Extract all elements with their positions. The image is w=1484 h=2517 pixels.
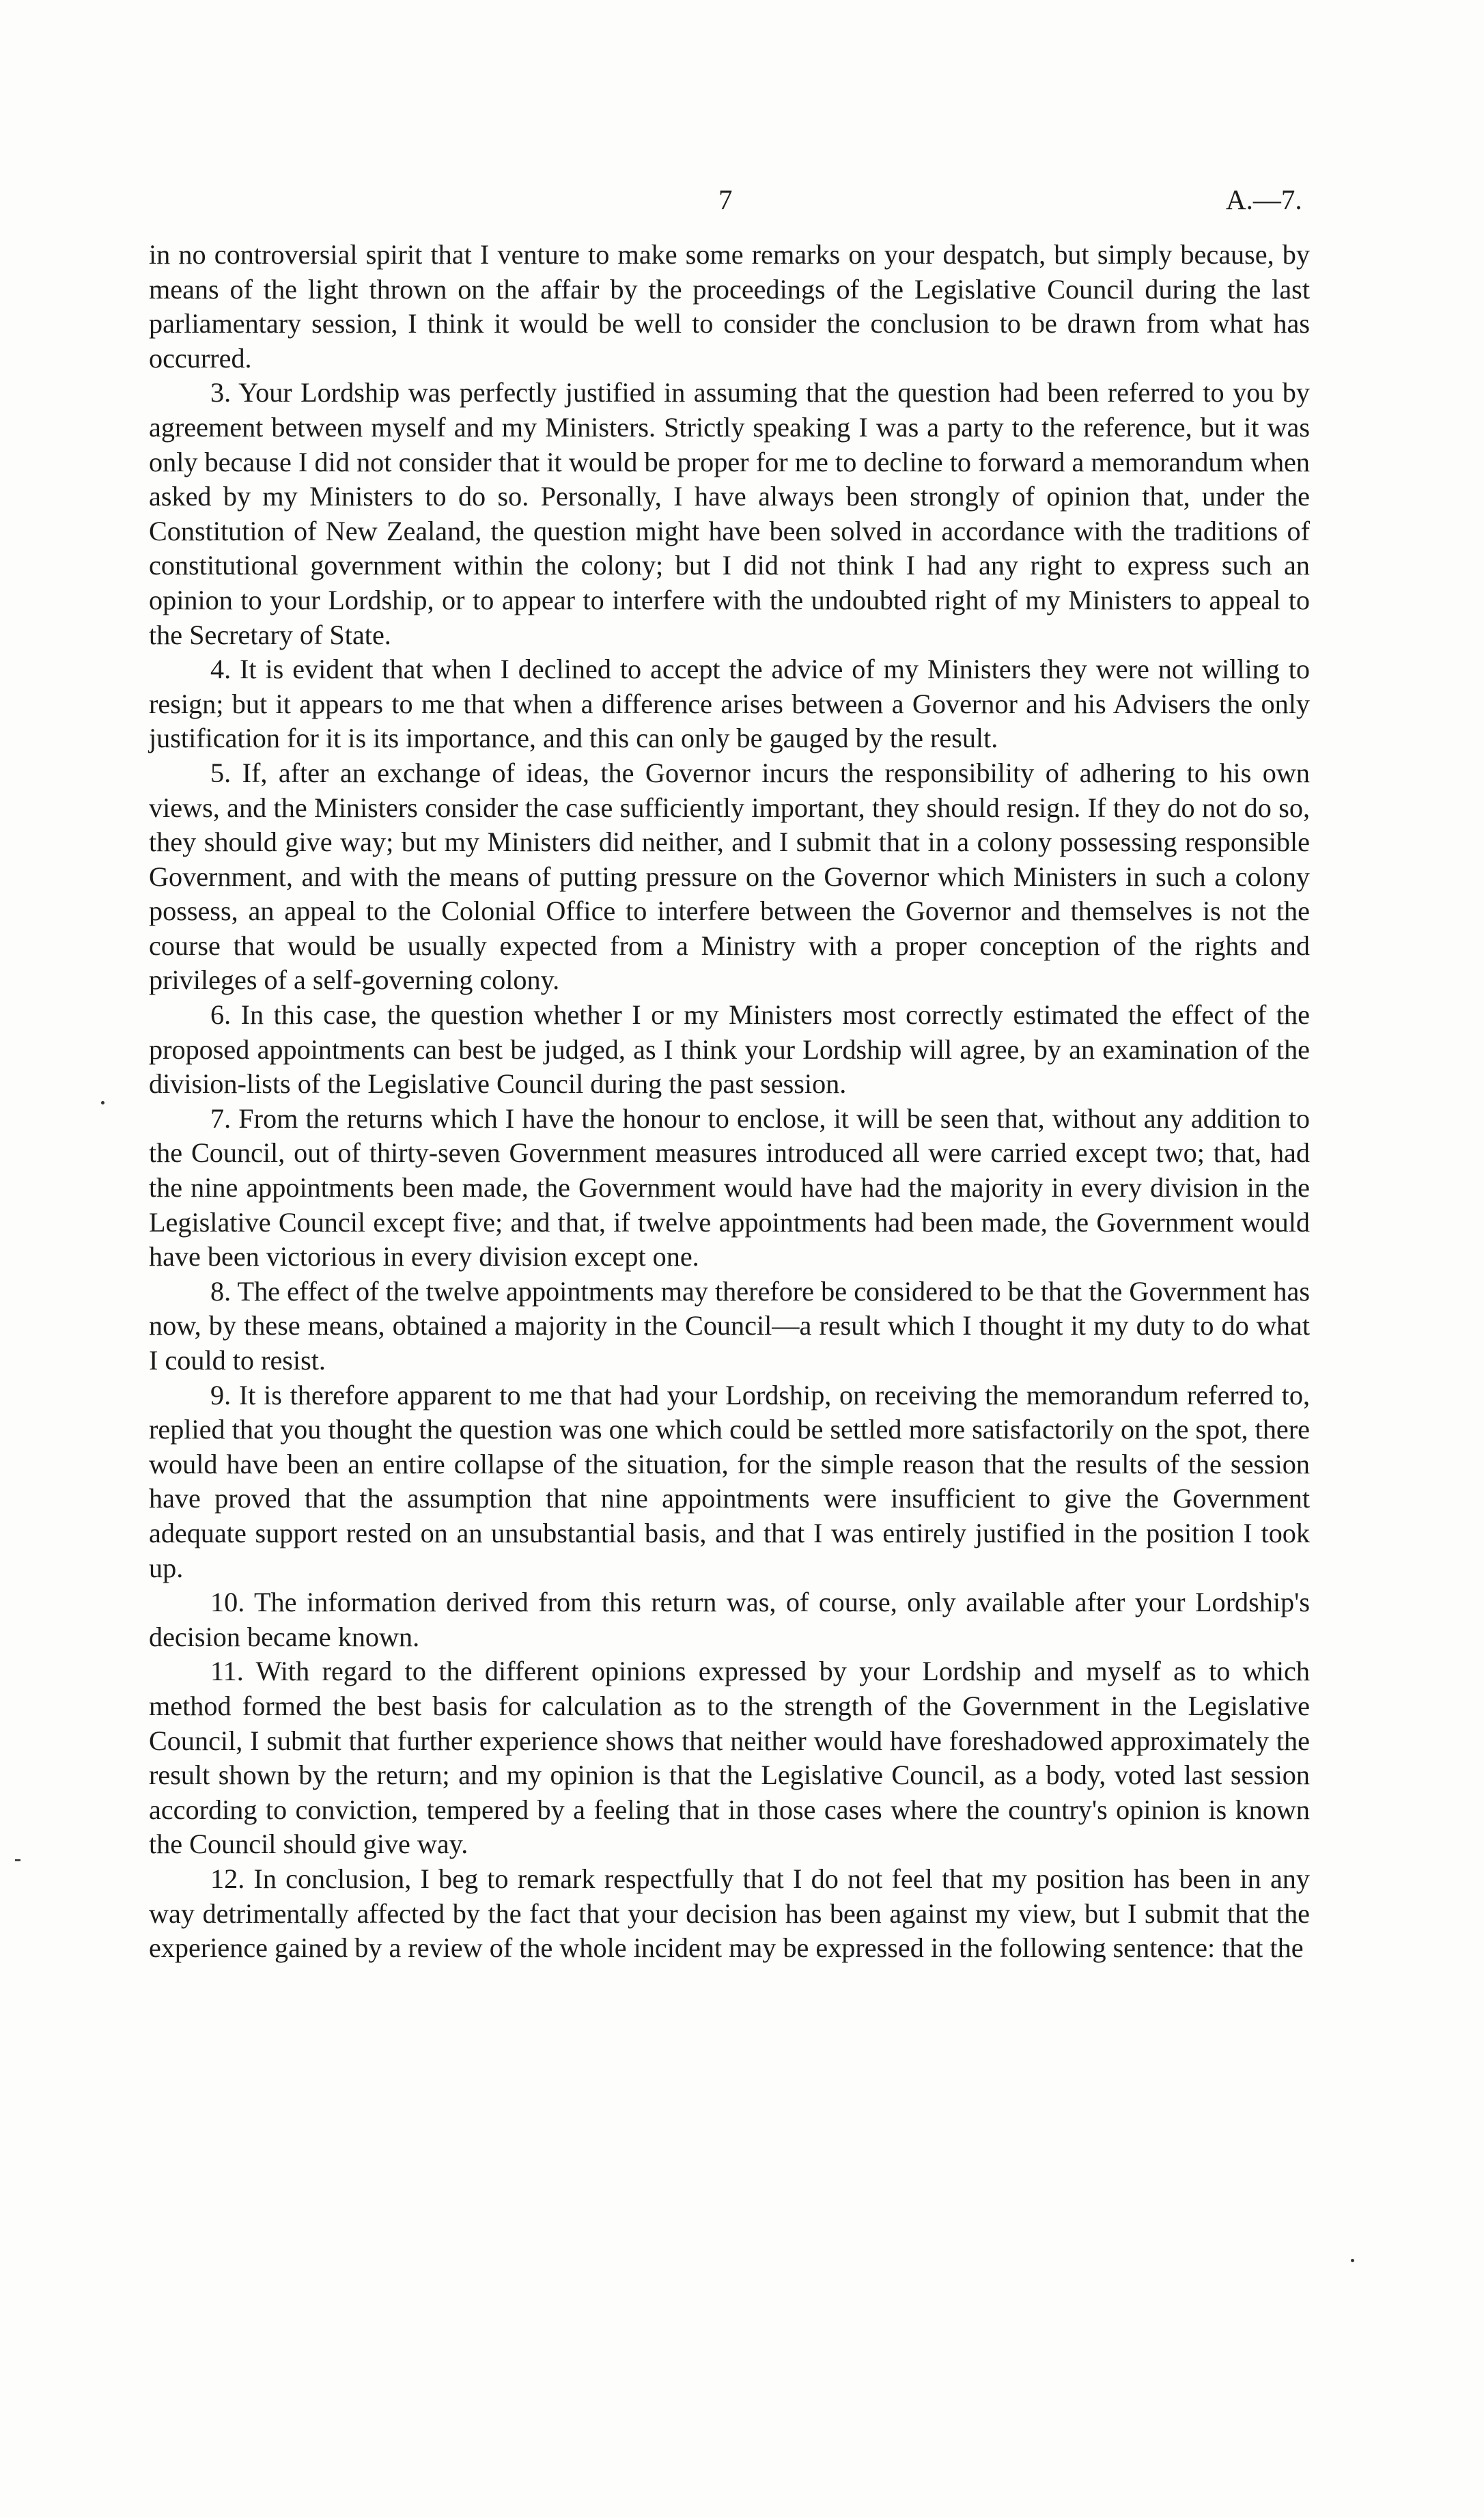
paragraph-6: 6. In this case, the question whether I or my Ministers most correctly estimated the effect of the proposed appointments can best be judged, as I think your Lordship will agree, by an examination of the division-lists of the Legislative Council during the past session. [149, 999, 1310, 1100]
paragraph-continued: in no controversial spirit that I venture to make some remarks on your despatch, but simply because, by means of the light thrown on the affair by the proceedings of the Legislative Council during the last parliamentary session, I think it would be well to consider the conclusion to be drawn from what has occurred. [149, 239, 1310, 374]
margin-speck-right [1351, 2259, 1354, 2262]
paragraph-5: 5. If, after an exchange of ideas, the Governor incurs the responsibility of adhering to his own views, and the Ministers consider the case sufficiently important, they should resign. If they do not do so, they should give way; but my Ministers did neither, and I submit that in a colony possessing responsible Government, and with the means of putting pressure on the Governor which Ministers in such a colony possess, an appeal to the Colonial Office to interfere between the Governor and themselves is not the course that would be usually expected from a Ministry with a proper conception of the rights and privileges of a self-governing colony. [149, 757, 1310, 996]
paragraph-9: 9. It is therefore apparent to me that had your Lordship, on receiving the memorandum referred to, replied that you thought the question was one which could be settled more satisfactorily on the spot, there would have been an entire collapse of the situation, for the simple reason that the results of the session have proved that the assumption that nine appointments were insufficient to give the Government adequate support rested on an unsubstantial basis, and that I was entirely justified in the position I took up. [149, 1379, 1310, 1583]
paragraph-8: 8. The effect of the twelve appointments may therefore be considered to be that the Government has now, by these means, obtained a majority in the Council—a result which I thought it my duty to do what I could to resist. [149, 1275, 1310, 1376]
paragraph-10: 10. The information derived from this return was, of course, only available after your Lordship's decision became known. [149, 1587, 1310, 1652]
page-number: 7 [718, 184, 733, 215]
paragraph-3: 3. Your Lordship was perfectly justified in assuming that the question had been referred to you by agreement between myself and my Ministers. Strictly speaking I was a party to the reference, but it was only because I did not consider that it would be proper for me to decline to forward a memorandum when asked by my Ministers to do so. Personally, I have always been strongly of opinion that, under the Constitution of New Zealand, the question might have been solved in accordance with the traditions of constitutional government within the colony; but I did not think I had any right to express such an opinion to your Lordship, or to appear to interfere with the undoubted right of my Ministers to appeal to the Secretary of State. [149, 377, 1310, 650]
paragraph-4: 4. It is evident that when I declined to accept the advice of my Ministers they were not willing to resign; but it appears to me that when a difference arises between a Governor and his Advisers the only justification for it is its importance, and this can only be gauged by the result. [149, 654, 1310, 754]
paragraph-11: 11. With regard to the different opinions expressed by your Lordship and myself as to which method formed the best basis for calculation as to the strength of the Government in the Legislative Council, I submit that further experience shows that neither would have foreshadowed approximately the result shown by the return; and my opinion is that the Legislative Council, as a body, voted last session according to conviction, tempered by a feeling that in those cases where the country's opinion is known the Council should give way. [149, 1656, 1310, 1860]
margin-speck-left [101, 1101, 104, 1104]
paragraph-7: 7. From the returns which I have the honour to enclose, it will be seen that, without any addition to the Council, out of thirty-seven Government measures introduced all were carried except two; that, had the nine appointments been made, the Government would have had the majority in every division in the Legislative Council except five; and that, if twelve appointments had been made, the Government would have been victorious in every division except one. [149, 1102, 1310, 1273]
margin-dash-left [15, 1859, 20, 1861]
document-reference: A.—7. [1226, 184, 1302, 215]
paragraph-12: 12. In conclusion, I beg to remark respectfully that I do not feel that my position has been in any way detrimentally affected by the fact that your decision has been against my view, but I submit that the experience gained by a review of the whole incident may be expressed in the following sentence: that the [149, 1863, 1310, 1964]
page-header [0, 179, 1484, 220]
body-text [149, 238, 1310, 1966]
